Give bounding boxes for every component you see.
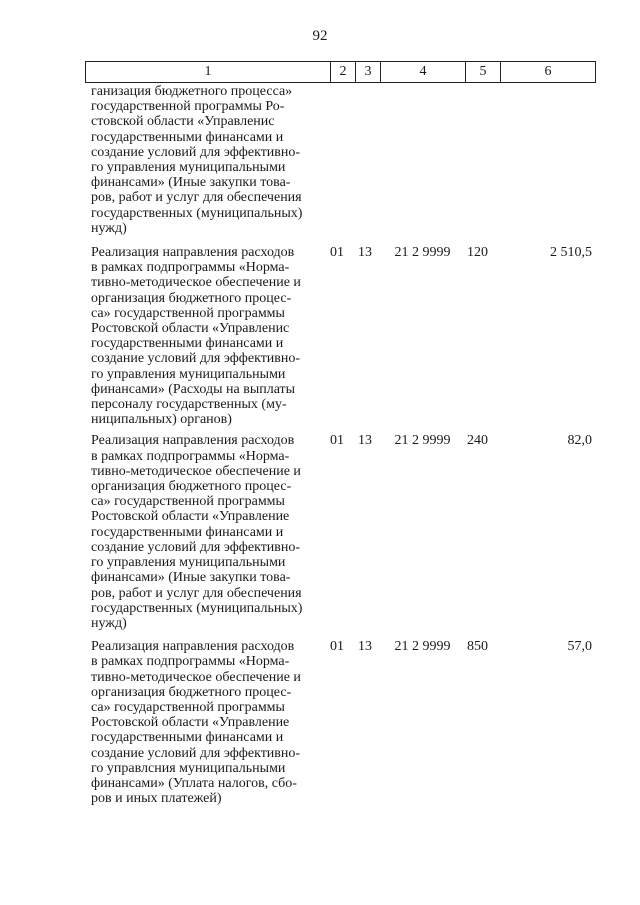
- row-rz: 01: [330, 245, 344, 261]
- row-csr: 21 2 9999: [394, 245, 451, 261]
- table-row: [85, 639, 596, 806]
- row-description: Реализация направления расходов в рамках подпрограммы «Норма- тивно-методическое обеспечение и организация бюджетного процес- са» государственной программы Ростовской области «Управление государственными финансами и создание условий для эффективно- го управлсния муниципальными финансами» (Уплата налогов, сбо- ров и иных платежей): [91, 639, 301, 807]
- row-description: Реализация направления расходов в рамках подпрограммы «Норма- тивно-методическое обеспечение и организация бюджетного процес- са» государственной программы Ростовской области «Управление государственными финансами и создание условий для эффективно- го управления муниципальными финансами» (Иные закупки това- ров, работ и услуг для обеспечения государственных (муниципальных) нужд): [91, 433, 303, 631]
- row-vr: 850: [467, 639, 488, 655]
- row-vr: 240: [467, 433, 488, 449]
- row-pr: 13: [358, 639, 372, 655]
- header-col-1: 1: [86, 62, 331, 82]
- header-col-4: 4: [381, 62, 466, 82]
- row-rz: [330, 83, 355, 236]
- header-col-2: 2: [331, 62, 356, 82]
- row-description: Реализация направления расходов в рамках подпрограммы «Норма- тивно-методическое обеспечение и организация бюджетного процес- са» государственной программы Ростовской области «Управленис государственными финансами и создание условий для эффективно- го управления муниципальными финансами» (Расходы на выплаты персоналу государственных (му- ниципальных) органов): [91, 245, 301, 428]
- row-rz: 01: [330, 639, 344, 655]
- row-description: ганизация бюджетного процесса» государственной программы Ро- стовской области «Управленис государственными финансами и создание условий для эффективно- го управления муниципальными финансами» (Иные закупки това- ров, работ и услуг для обеспечения государственных (муниципальных) нужд): [91, 84, 303, 236]
- row-pr: 13: [358, 433, 372, 449]
- table-row: [85, 83, 596, 236]
- row-csr: 21 2 9999: [394, 433, 451, 449]
- header-col-5: 5: [466, 62, 501, 82]
- row-sum: 2 510,5: [550, 245, 592, 261]
- row-vr: 120: [467, 245, 488, 261]
- row-csr: 21 2 9999: [394, 639, 451, 655]
- table-body: [85, 83, 596, 806]
- row-sum: 82,0: [567, 433, 592, 449]
- row-vr: [465, 83, 500, 236]
- row-rz: 01: [330, 433, 344, 449]
- row-sum: [500, 83, 596, 236]
- table-row: [85, 245, 596, 427]
- header-col-6: 6: [544, 64, 552, 79]
- table-row: [85, 433, 596, 631]
- row-sum: 57,0: [567, 639, 592, 655]
- page-number: 92: [312, 28, 328, 44]
- row-pr: 13: [358, 245, 372, 261]
- header-col-3: 3: [356, 62, 381, 82]
- row-csr: [380, 83, 465, 236]
- table-header: [85, 61, 596, 83]
- row-pr: [355, 83, 380, 236]
